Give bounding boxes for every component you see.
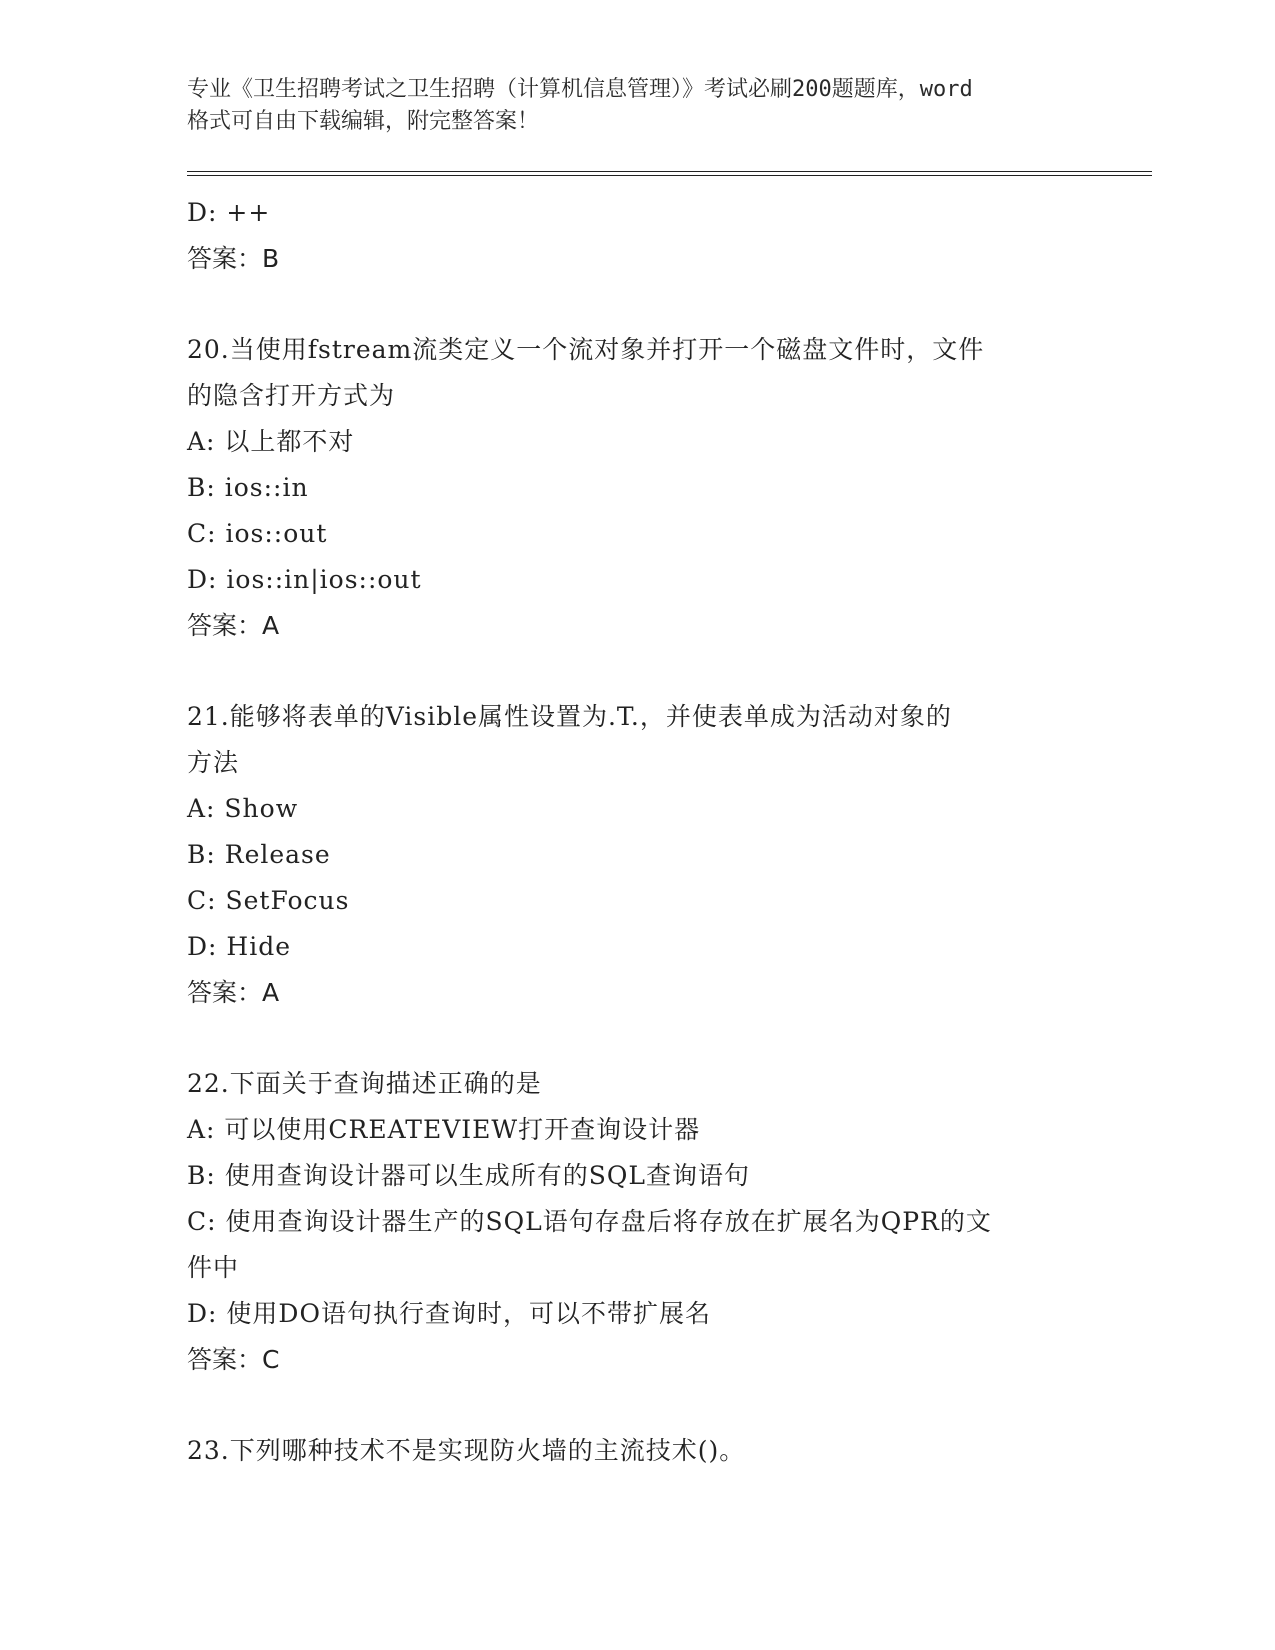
header-rule-top bbox=[187, 171, 1152, 172]
carry-over-block bbox=[187, 190, 1087, 282]
option-d: D: Hide bbox=[187, 932, 292, 961]
option-d: D: ios::in|ios::out bbox=[187, 565, 422, 594]
question-stem: 的隐含打开方式为 bbox=[187, 381, 396, 410]
option-a: A: Show bbox=[187, 794, 299, 823]
question-stem: 20.当使用fstream流类定义一个流对象并打开一个磁盘文件时，文件 bbox=[187, 335, 985, 364]
question-20 bbox=[187, 327, 1087, 649]
option-c: C: SetFocus bbox=[187, 886, 350, 915]
question-stem: 方法 bbox=[187, 748, 240, 777]
option-a: A: 可以使用CREATEVIEW打开查询设计器 bbox=[187, 1115, 701, 1144]
header-rule-bottom bbox=[187, 175, 1152, 176]
option-c: C: 使用查询设计器生产的SQL语句存盘后将存放在扩展名为QPR的文 bbox=[187, 1207, 992, 1236]
document-header bbox=[187, 74, 1087, 138]
answer: 答案：A bbox=[187, 611, 280, 640]
header-line-2: 格式可自由下载编辑，附完整答案！ bbox=[187, 109, 540, 134]
question-stem: 21.能够将表单的Visible属性设置为.T.，并使表单成为活动对象的 bbox=[187, 702, 952, 731]
answer: 答案：B bbox=[187, 244, 280, 273]
option-c: C: ios::out bbox=[187, 519, 328, 548]
question-21 bbox=[187, 694, 1087, 1016]
question-stem: 22.下面关于查询描述正确的是 bbox=[187, 1069, 542, 1098]
option-b: B: Release bbox=[187, 840, 331, 869]
answer: 答案：C bbox=[187, 1345, 280, 1374]
question-22 bbox=[187, 1061, 1087, 1383]
option-d: D: ++ bbox=[187, 198, 271, 227]
header-line-1: 专业《卫生招聘考试之卫生招聘（计算机信息管理）》考试必刷200题题库，word bbox=[187, 77, 973, 102]
option-a: A: 以上都不对 bbox=[187, 427, 355, 456]
option-b: B: ios::in bbox=[187, 473, 309, 502]
question-23 bbox=[187, 1428, 1087, 1474]
question-stem: 23.下列哪种技术不是实现防火墙的主流技术()。 bbox=[187, 1436, 746, 1465]
option-b: B: 使用查询设计器可以生成所有的SQL查询语句 bbox=[187, 1161, 750, 1190]
option-d: D: 使用DO语句执行查询时，可以不带扩展名 bbox=[187, 1299, 711, 1328]
document-body bbox=[187, 190, 1087, 1474]
option-c-continued: 件中 bbox=[187, 1253, 240, 1282]
answer: 答案：A bbox=[187, 978, 280, 1007]
